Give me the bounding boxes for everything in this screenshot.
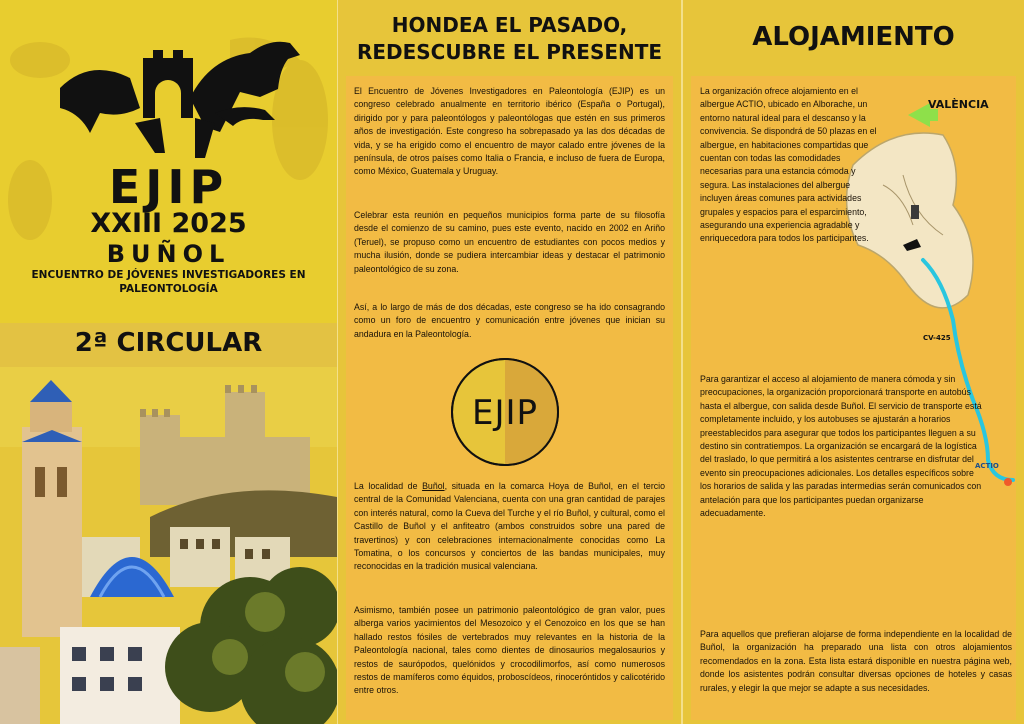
hostel-label: ACTIO: [975, 462, 999, 470]
about-paragraph-1: El Encuentro de Jóvenes Investigadores en Paleontología (EJIP) es un congreso celebrado anualmente en territorio ibérico (España o Portugal), dirigido por y para paleontólogos y paleontólogas que estén en sus primeros años de investigación. Este congreso ha sobrepasado ya las dos décadas de vida, y se ha erigido como el encuentro de mayor calado entre jóvenes de la península, de otros países como Italia o Francia, e incluso de fuera de Europa, como México, Guatemala y Uruguay.: [354, 86, 665, 177]
about-paragraph-5: Asimismo, también posee un patrimonio paleontológico de gran valor, pues alberga varios yacimientos del Mesozoico y el Cenozoico en los que se han hallado restos fósiles de vertebrados muy relevantes en la historia de la Paleontología nacional, tales como dientes de dinosaurios megalosaurios y restos de saurópodos, quelónidos y crocodilimorfos, así como numerosos restos de mamíferos como équidos, proboscídeos, rinoceróntidos y calicotérido entre otros.: [354, 605, 665, 696]
about-heading: [338, 12, 681, 66]
lodging-paragraph-3: Para aquellos que prefieran alojarse de forma independiente en la localidad de Buñol, la organización ha preparado una lista con otros alojamientos recomendados en la zona. Esta lista estará disponible en nuestra página web, donde los asistentes podrán consultar diversas opciones de hoteles y casas rurales, y elegir la que mejor se adapte a sus necesidades.: [700, 629, 1012, 693]
about-heading-line2: REDESCUBRE EL PRESENTE: [356, 40, 663, 64]
ejip-logo-silhouette: [55, 28, 305, 158]
edition-label: XXIII 2025: [90, 208, 247, 239]
bunol-town-illustration: [0, 367, 337, 724]
about-paragraph-2: Celebrar esta reunión en pequeños municipios forma parte de su filosofía desde el comienzo de su camino, pues este evento, nacido en 2002 en Ariño (Teruel), se propuso como un encuentro de estudiantes con pocos medios y mucha ilusión, donde se pudiera intercambiar ideas y destacar el patrimonio paleontológico de su zona.: [354, 210, 665, 274]
circular-title: 2ª CIRCULAR: [74, 328, 263, 358]
lodging-heading: ALOJAMIENTO: [752, 22, 955, 52]
seal-text: EJIP: [471, 393, 539, 433]
about-panel: [338, 0, 681, 724]
destination-label: VALÈNCIA: [928, 98, 989, 111]
ejip-seal-logo: [449, 356, 561, 468]
about-p4-rest: , situada en la comarca Hoya de Buñol, en el tercio central de la Comunidad Valenciana, cuenta con una gran cantidad de parajes con interés natural, como la Cueva del Turche y el río Buñol, y cultural, como el Castillo de Buñol y el anfiteatro (ambos construidos sobre una pared de travertinos) y con celebraciones internacionalmente conocidas como La Tomatina, o los concursos y conciertos de las bandas municipales, muy reconocidas en la tradición musical valenciana.: [354, 481, 665, 572]
congress-full-name: ENCUENTRO DE JÓVENES INVESTIGADORES EN PALEONTOLOGÍA: [31, 269, 306, 295]
road-label: CV-425: [923, 334, 951, 342]
actio-hostel-marker-icon: [1004, 478, 1012, 486]
dinosaur-head-icon: [60, 70, 140, 133]
lodging-paragraph-2: Para garantizar el acceso al alojamiento de manera cómoda y sin preocupaciones, la organización proporcionará transporte en autobús hasta el albergue, con salida desde Buñol. El servicio de transporte está completamente incluido, y los autobuses se ajustarán a horarios preestablecidos para asegurar que todos los participantes lleguen a su destino sin contratiempos. La organización se encargará de la logística del traslado, lo que permitirá a los asistentes centrarse en disfrutar del evento sin preocupaciones adicionales. Los detalles específicos sobre los horarios de salida y las paradas intermedias serán comunicados con antelación para que los participantes puedan organizarse adecuadamente.: [700, 374, 982, 519]
about-paragraph-4: [354, 480, 665, 574]
about-heading-line1: HONDEA EL PASADO,: [391, 13, 628, 37]
about-paragraph-3: Así, a lo largo de más de dos décadas, este congreso se ha ido consagrando como un foro de encuentro y comunicación entre jóvenes que inician su andadura en la Paleontología.: [354, 302, 665, 339]
bunol-link[interactable]: Buñol: [422, 481, 445, 491]
lodging-panel: [683, 0, 1024, 724]
cover-panel: [0, 0, 337, 724]
logo-acronym: EJIP: [108, 160, 229, 214]
about-p4-prefix: La localidad de: [354, 481, 423, 491]
host-city: BUÑOL: [106, 240, 231, 268]
lodging-paragraph-1: La organización ofrece alojamiento en el albergue ACTIO, ubicado en Alborache, un entorno natural ideal para el descanso y la convivencia. Se dispondrá de 50 plazas en el albergue, en habitaciones compartidas que cuentan con todas las comodidades necesarias para una estancia cómoda y segura. Las instalaciones del albergue incluyen áreas comunes para actividades grupales y espacios para el esparcimiento, asegurando una experiencia agradable y enriquecedora para todos los participantes.: [700, 86, 877, 244]
building-icon: [911, 205, 919, 219]
